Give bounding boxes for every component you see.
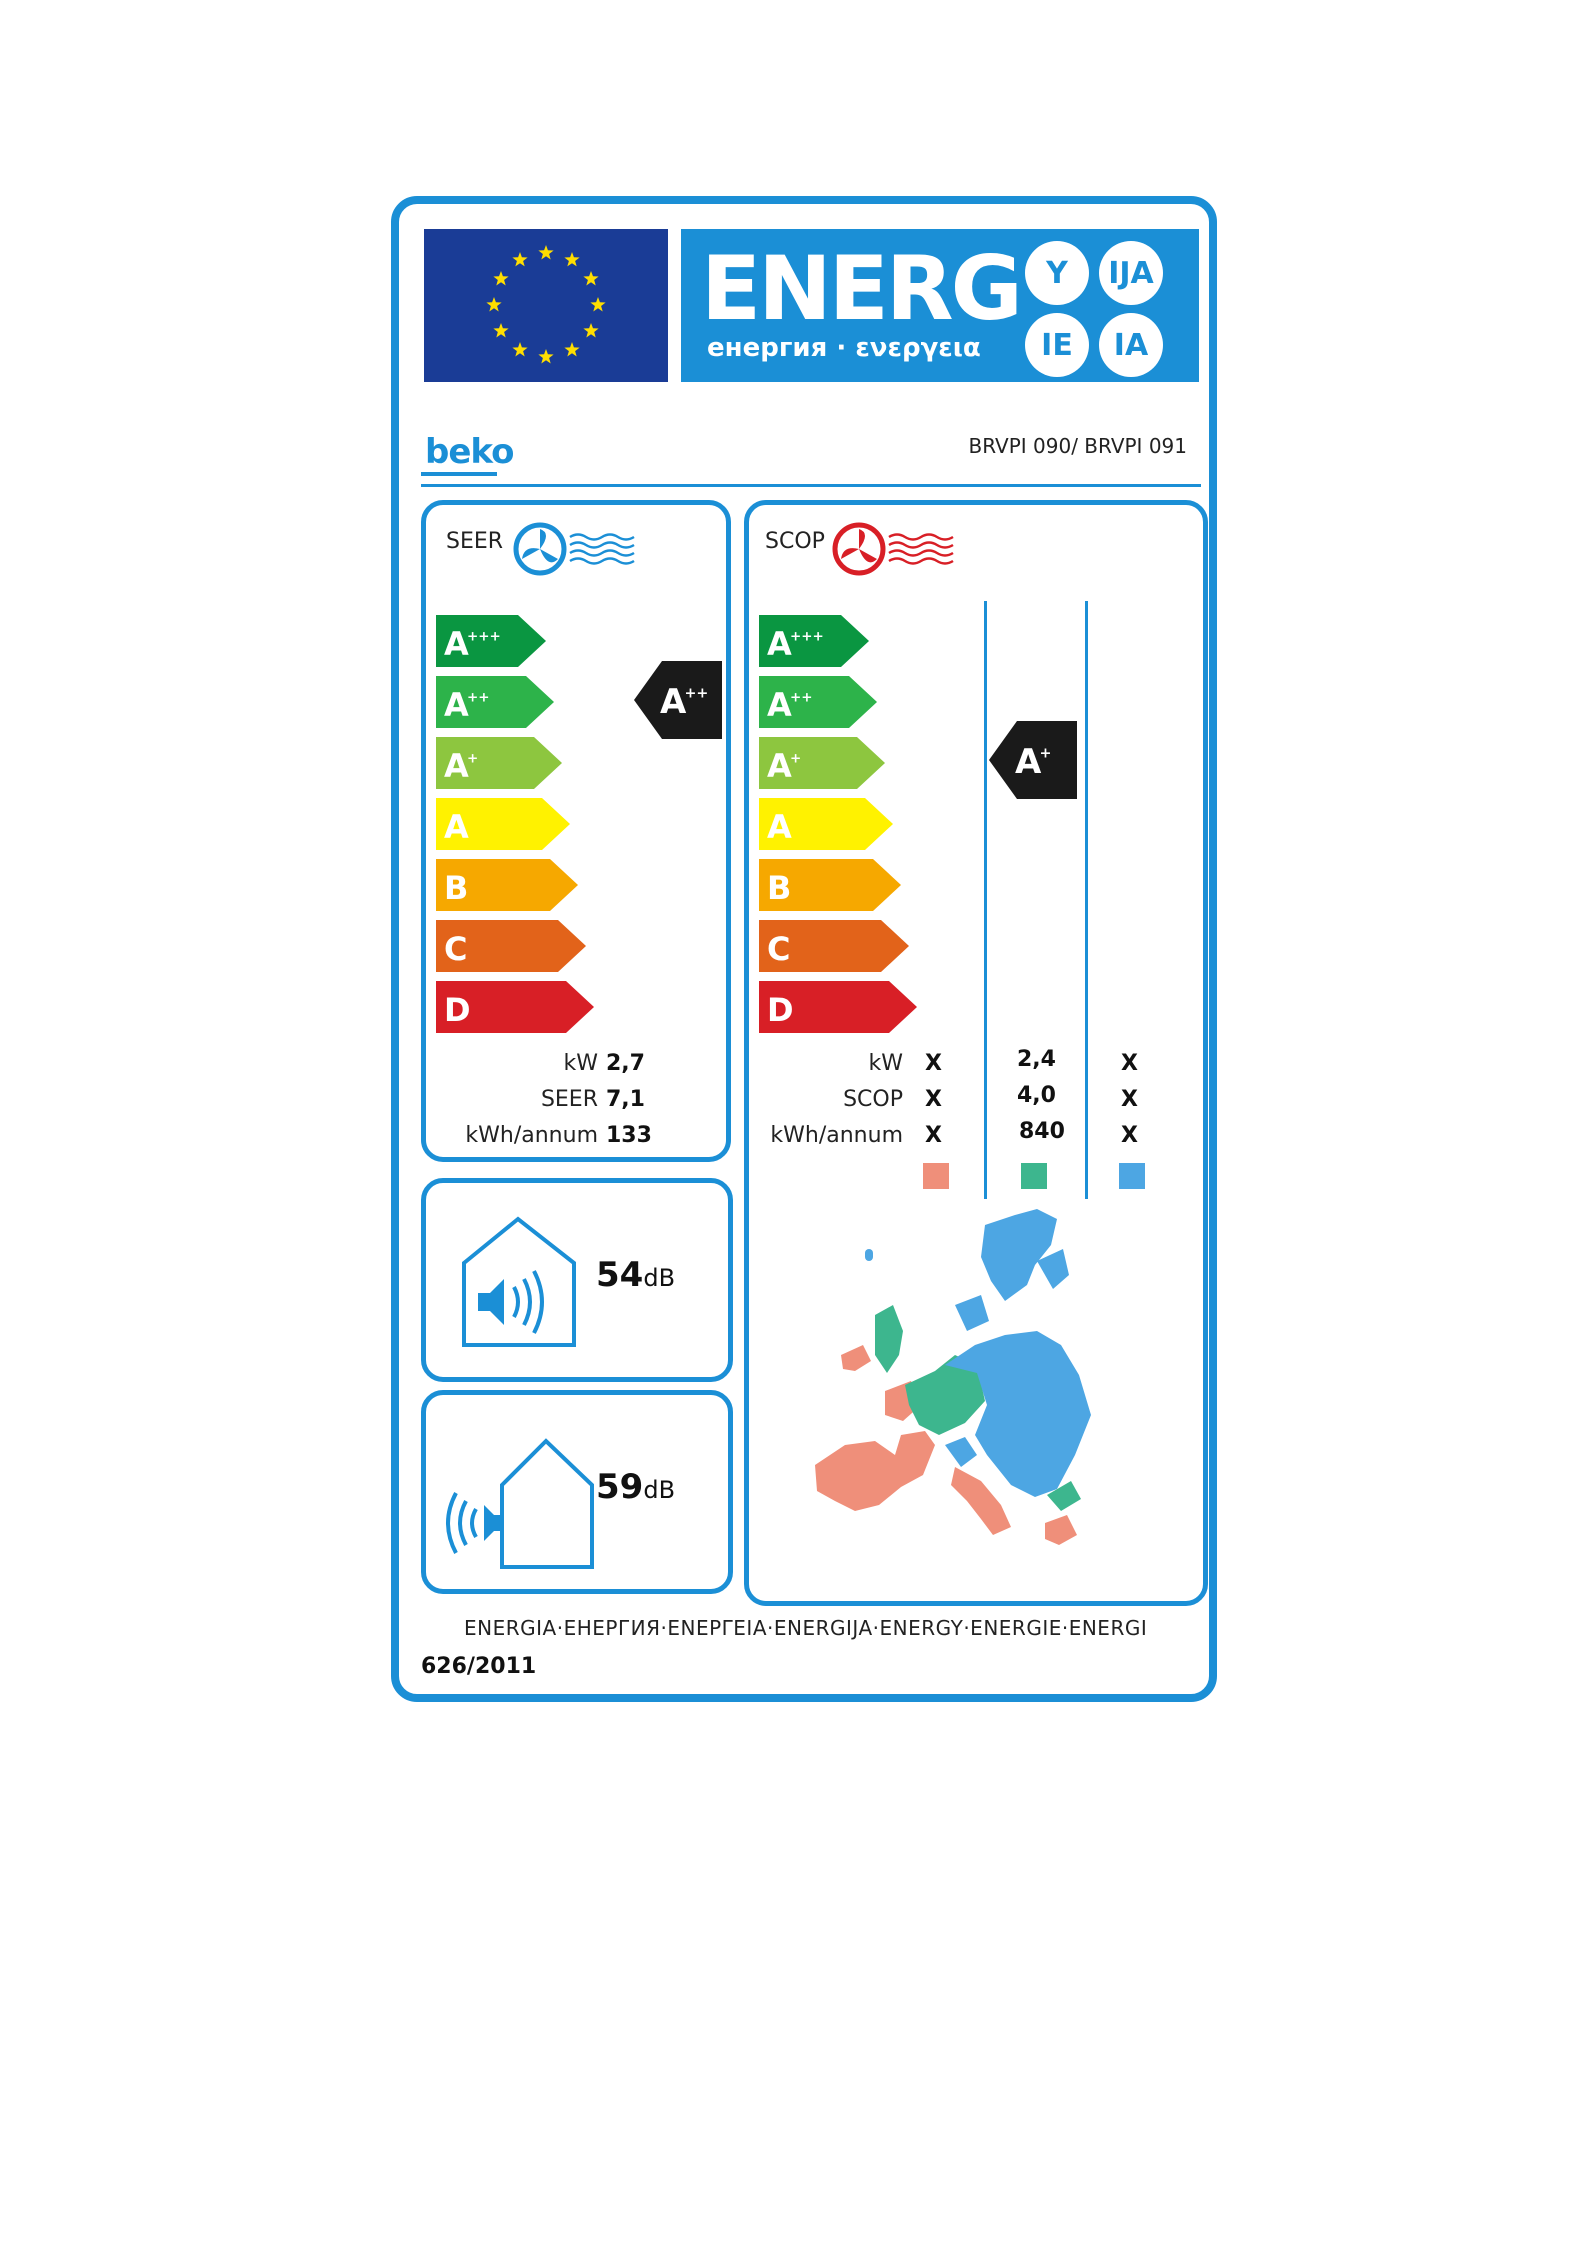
cooling-panel [421, 500, 731, 1162]
scop-title: SCOP [765, 529, 825, 554]
colder-scop: X [1121, 1087, 1138, 1112]
class-arrow [759, 676, 879, 728]
outdoor-db-unit: dB [643, 1476, 676, 1504]
energ-title: ENERG [701, 237, 1020, 340]
cool-row-label-annum: kWh/annum [465, 1123, 598, 1148]
heat-row-label-kw: kW [868, 1051, 903, 1076]
class-arrow [436, 737, 564, 789]
eu-star-icon [493, 323, 508, 338]
outdoor-sound-icon [440, 1435, 600, 1579]
indoor-sound-icon [456, 1213, 586, 1357]
outdoor-noise-panel [421, 1390, 733, 1594]
indoor-noise-value [596, 1255, 675, 1295]
warmer-kw: X [925, 1051, 942, 1076]
svg-text:A: A [767, 747, 792, 785]
eu-star-icon [583, 323, 598, 338]
warmer-annum: X [925, 1123, 942, 1148]
svg-text:A: A [444, 808, 469, 846]
seer-title: SEER [446, 529, 504, 554]
class-arrow [436, 981, 596, 1033]
svg-text:A: A [1015, 742, 1042, 782]
eu-star-icon [512, 252, 527, 266]
heat-row-label-annum: kWh/annum [770, 1123, 903, 1148]
suffix-ie: IE [1025, 313, 1089, 377]
energy-subtitle: енергия · ενεργεια [707, 333, 981, 363]
svg-text:++: ++ [790, 690, 813, 706]
eu-flag-icon [424, 229, 668, 382]
svg-text:++: ++ [684, 685, 709, 702]
brand-logo: beko [425, 432, 514, 472]
average-annum: 840 [1019, 1119, 1065, 1144]
header-divider [421, 484, 1201, 487]
suffix-ia: IA [1099, 313, 1163, 377]
suffix-y: Y [1025, 241, 1089, 305]
eu-star-icon [486, 297, 501, 312]
svg-text:B: B [444, 869, 469, 907]
europe-map-icon [805, 1205, 1135, 1589]
class-arrow [759, 615, 871, 667]
class-arrow [436, 798, 572, 850]
class-arrow [436, 920, 588, 972]
heating-panel [744, 500, 1208, 1606]
cool-row-label-seer: SEER [540, 1087, 598, 1112]
colder-zone-swatch [1119, 1163, 1145, 1189]
cooling-rating-arrow [634, 661, 724, 743]
eu-star-icon [538, 245, 553, 260]
indoor-noise-panel [421, 1178, 733, 1382]
footer-energy-words: ENERGIA·ЕНЕРГИЯ·ΕΝΕΡΓΕΙΑ·ENERGIJA·ENERGY·ENERGIE·ENERGI [464, 1616, 1148, 1640]
eu-star-icon [538, 349, 553, 364]
eu-star-icon [493, 271, 508, 286]
svg-text:A: A [767, 686, 792, 724]
class-arrow [759, 920, 911, 972]
outdoor-db-number: 59 [596, 1467, 644, 1507]
heat-row-label-scop: SCOP [843, 1087, 903, 1112]
eu-star-icon [564, 342, 579, 357]
outdoor-noise-value [596, 1467, 675, 1507]
class-arrow [759, 981, 919, 1033]
svg-text:+: + [790, 751, 802, 767]
svg-text:B: B [767, 869, 792, 907]
svg-text:A: A [767, 625, 792, 663]
class-arrow [436, 615, 548, 667]
svg-text:D: D [444, 991, 471, 1029]
cool-row-value-seer: 7,1 [606, 1087, 645, 1112]
average-scop: 4,0 [1017, 1083, 1056, 1108]
svg-text:A: A [444, 686, 469, 724]
svg-text:A: A [444, 625, 469, 663]
svg-text:C: C [767, 930, 791, 968]
warmer-scop: X [925, 1087, 942, 1112]
fan-cool-icon [512, 519, 642, 583]
indoor-db-number: 54 [596, 1255, 644, 1295]
cool-row-value-kw: 2,7 [606, 1051, 645, 1076]
svg-text:+++: +++ [790, 629, 824, 645]
model-number: BRVPI 090/ BRVPI 091 [968, 434, 1187, 458]
fan-heat-icon [831, 519, 961, 583]
average-zone-swatch [1021, 1163, 1047, 1189]
heating-rating-arrow [989, 721, 1079, 803]
svg-text:C: C [444, 930, 468, 968]
svg-text:A: A [767, 808, 792, 846]
brand-underline [421, 472, 497, 476]
zone-divider-1 [984, 601, 987, 1199]
class-arrow [436, 859, 580, 911]
zone-divider-2 [1085, 601, 1088, 1199]
svg-text:+++: +++ [467, 629, 501, 645]
cool-row-label-kw: kW [563, 1051, 598, 1076]
svg-text:++: ++ [467, 690, 490, 706]
eu-star-icon [564, 252, 579, 266]
regulation-number: 626/2011 [421, 1654, 537, 1679]
cool-row-value-annum: 133 [606, 1123, 652, 1148]
colder-kw: X [1121, 1051, 1138, 1076]
svg-text:A: A [444, 747, 469, 785]
class-arrow [436, 676, 556, 728]
eu-star-icon [583, 271, 598, 286]
svg-text:D: D [767, 991, 794, 1029]
class-arrow [759, 798, 895, 850]
svg-text:A: A [660, 682, 687, 722]
eu-star-icon [590, 297, 605, 312]
colder-annum: X [1121, 1123, 1138, 1148]
svg-text:+: + [1039, 745, 1052, 762]
indoor-db-unit: dB [643, 1264, 676, 1292]
energy-label [391, 196, 1217, 1702]
suffix-ija: IJA [1099, 241, 1163, 305]
class-arrow [759, 859, 903, 911]
average-kw: 2,4 [1017, 1047, 1056, 1072]
class-arrow [759, 737, 887, 789]
eu-star-icon [512, 342, 527, 357]
svg-text:+: + [467, 751, 479, 767]
energy-header [681, 229, 1199, 382]
warmer-zone-swatch [923, 1163, 949, 1189]
